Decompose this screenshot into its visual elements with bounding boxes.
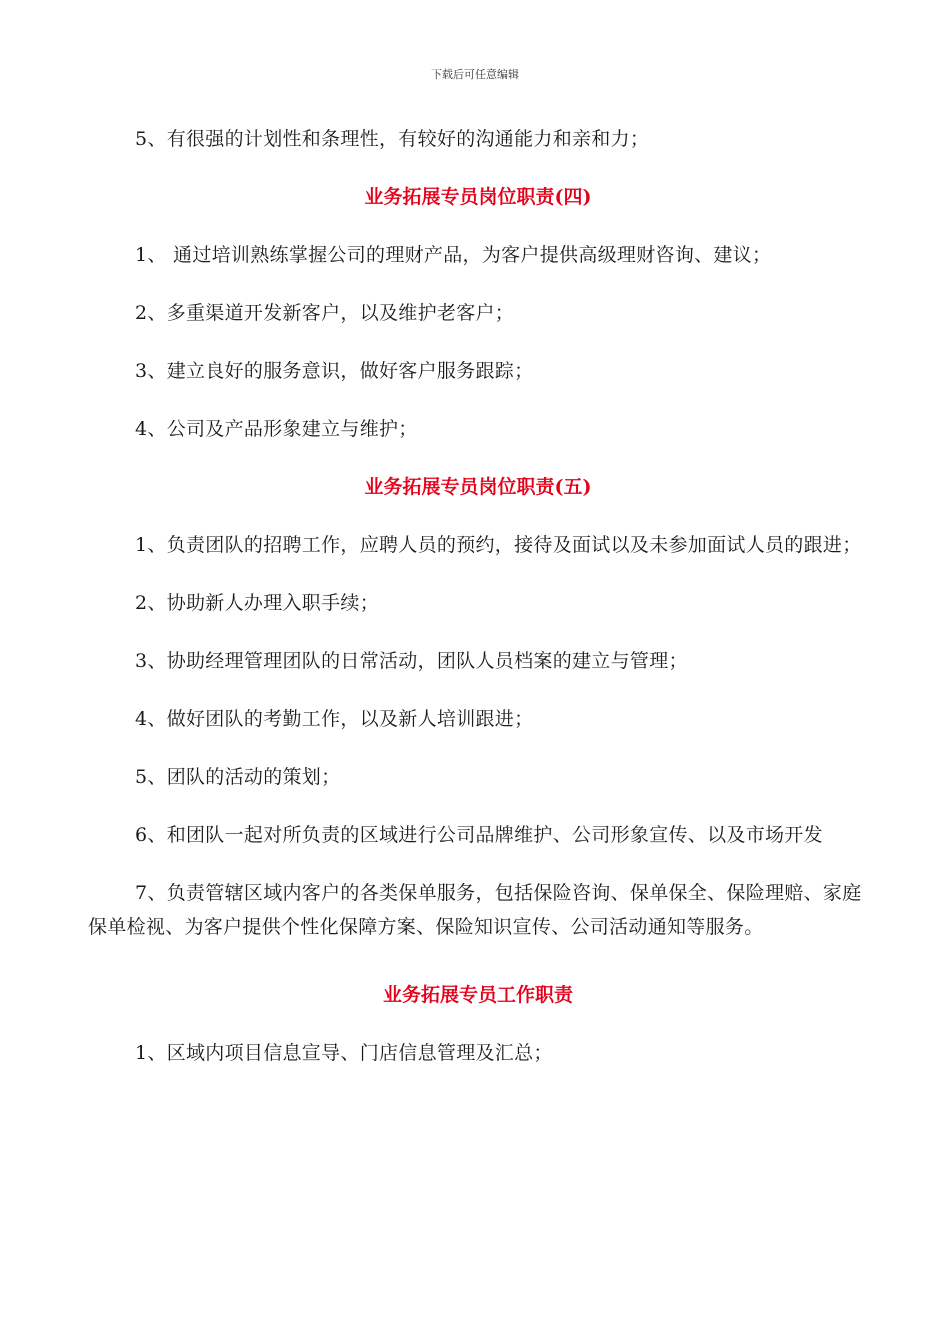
paragraph-item-5-planning: 5、有很强的计划性和条理性，有较好的沟通能力和亲和力； [135, 128, 650, 150]
paragraph-item-1-project-info: 1、区域内项目信息宣导、门店信息管理及汇总； [135, 1042, 553, 1064]
paragraph-item-7-policy-service: 7、负责管辖区域内客户的各类保单服务，包括保险咨询、保单保全、保险理赔、家庭保单检视、为客户提供个性化保障方案、保险知识宣传、公司活动通知等服务。 [88, 882, 862, 938]
paragraph-item-4-image: 4、公司及产品形象建立与维护； [135, 418, 418, 440]
document-body [88, 122, 868, 1070]
section-title-5: 业务拓展专员岗位职责(五) [364, 476, 592, 498]
header-note: 下载后可任意编辑 [431, 68, 519, 81]
section-title-work-duties: 业务拓展专员工作职责 [382, 984, 573, 1006]
paragraph-item-6-brand: 6、和团队一起对所负责的区域进行公司品牌维护、公司形象宣传、以及市场开发 [135, 824, 823, 846]
paragraph-item-1-training: 1、 通过培训熟练掌握公司的理财产品，为客户提供高级理财咨询、建议； [135, 244, 772, 266]
section-title-4: 业务拓展专员岗位职责(四) [364, 186, 592, 208]
paragraph-item-2-channels: 2、多重渠道开发新客户，以及维护老客户； [135, 302, 515, 324]
paragraph-item-3-team-management: 3、协助经理管理团队的日常活动，团队人员档案的建立与管理； [135, 650, 688, 672]
paragraph-item-3-service: 3、建立良好的服务意识，做好客户服务跟踪； [135, 360, 534, 382]
paragraph-item-1-recruiting: 1、负责团队的招聘工作，应聘人员的预约，接待及面试以及未参加面试人员的跟进； [135, 534, 862, 556]
paragraph-item-5-activities: 5、团队的活动的策划； [135, 766, 341, 788]
paragraph-item-2-onboarding: 2、协助新人办理入职手续； [135, 592, 379, 614]
paragraph-item-4-attendance: 4、做好团队的考勤工作，以及新人培训跟进； [135, 708, 534, 730]
